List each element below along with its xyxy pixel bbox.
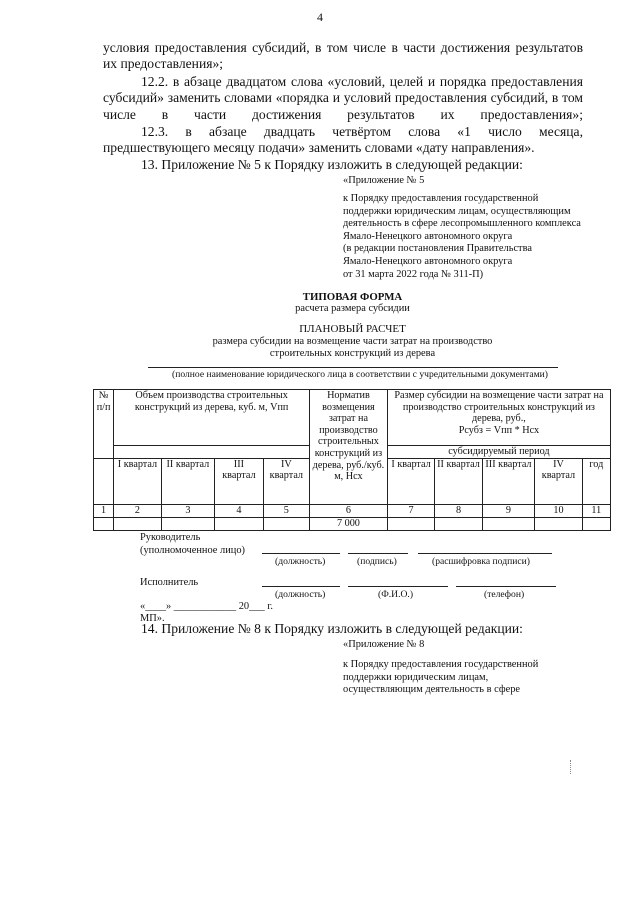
header-sub-q2: II квартал xyxy=(435,458,482,504)
header-volume: Объем производства строительных конструкций из дерева, куб. м, Vпп xyxy=(114,390,310,446)
header-formula: Рсубз = Vпп * Нсх xyxy=(458,424,540,436)
paragraph-12-3-line-1: 12.3. в абзаце двадцать четвёртом слова «1 число месяца, xyxy=(141,124,583,139)
header-sub-q3: III квартал xyxy=(482,458,535,504)
table-cell xyxy=(435,517,482,530)
header-sub-q4: IV квартал xyxy=(535,458,582,504)
table-cell xyxy=(114,517,161,530)
table-cell xyxy=(161,517,215,530)
table-cell xyxy=(582,517,610,530)
col-num-3: 3 xyxy=(161,504,215,517)
fullname-hint: (полное наименование юридического лица в соответствии с учредительными документами) xyxy=(172,369,548,380)
fullname-line xyxy=(148,367,558,368)
col-num-10: 10 xyxy=(535,504,582,517)
paragraph-13: 13. Приложение № 5 к Порядку изложить в следующей редакции: xyxy=(141,157,523,172)
paragraph-1-line-2: их предоставления»; xyxy=(103,56,224,71)
header-num: № п/п xyxy=(94,390,114,459)
col-num-8: 8 xyxy=(435,504,482,517)
header-period: субсидируемый период xyxy=(387,446,610,459)
col-num-7: 7 xyxy=(387,504,434,517)
appendix-5-caption: к Порядку предоставления государственной поддержки юридическим лицам, осуществляющим деятельность в сфере лесопромышленного комплекса Ямало-Ненецкого автономного округа (в редакции постановления Правительства Ямало-Ненецкого автономного округа от 31 марта 2022 года № 311-П) xyxy=(343,193,581,280)
head-sublabel: (уполномоченное лицо) xyxy=(140,545,245,556)
header-subsidy: Размер субсидии на возмещение части затрат на производство строительных конструкций из дерева, руб., Рсубз = Vпп * Нсх xyxy=(387,390,610,446)
col-num-9: 9 xyxy=(482,504,535,517)
table-cell xyxy=(535,517,582,530)
col-num-2: 2 xyxy=(114,504,161,517)
page-number: 4 xyxy=(317,10,323,24)
decode-caption: (расшифровка подписи) xyxy=(432,556,530,567)
header-volume-cont xyxy=(114,446,310,459)
phone-caption: (телефон) xyxy=(484,589,525,600)
position-line xyxy=(262,553,340,554)
scan-mark xyxy=(570,760,573,774)
table-cell xyxy=(94,517,114,530)
appendix-8-title: «Приложение № 8 xyxy=(343,639,425,650)
calc-title: ПЛАНОВЫЙ РАСЧЕТ xyxy=(299,323,406,335)
position-caption: (должность) xyxy=(275,556,326,567)
signature-caption: (подпись) xyxy=(357,556,397,567)
appendix-8-caption: к Порядку предоставления государственной поддержки юридическим лицам, осуществляющим деятельность в сфере xyxy=(343,659,539,696)
table-cell xyxy=(482,517,535,530)
header-q2: II квартал xyxy=(161,458,215,504)
executor-position-line xyxy=(262,586,340,587)
paragraph-14: 14. Приложение № 8 к Порядку изложить в следующей редакции: xyxy=(141,621,523,636)
col-num-4: 4 xyxy=(215,504,263,517)
paragraph-12-2: 12.2. в абзаце двадцатом слова «условий, целей и порядка предоставления субсидий» заменить словами «порядка и условий предоставления субсидий, в том числе в части достижения результатов их предоставления»; xyxy=(103,74,583,122)
decode-line xyxy=(418,553,552,554)
header-q1: I квартал xyxy=(114,458,161,504)
signature-line xyxy=(348,553,408,554)
executor-fio-line xyxy=(348,586,448,587)
calculation-table xyxy=(93,389,611,531)
col-num-11: 11 xyxy=(582,504,610,517)
calc-subtitle-2: строительных конструкций из дерева xyxy=(269,348,436,359)
date-line: «____» ____________ 20___ г. xyxy=(140,601,273,612)
norm-value-cell: 7 000 xyxy=(310,517,388,530)
table-cell xyxy=(215,517,263,530)
header-num-cont xyxy=(94,458,114,504)
header-q3: III квартал xyxy=(215,458,263,504)
table-cell xyxy=(263,517,309,530)
table-cell xyxy=(387,517,434,530)
head-label: Руководитель xyxy=(140,532,201,543)
paragraph-1-line-1: условия предоставления субсидий, в том числе в части достижения результатов xyxy=(103,40,583,55)
col-num-5: 5 xyxy=(263,504,309,517)
col-num-1: 1 xyxy=(94,504,114,517)
header-year: год xyxy=(582,458,610,504)
executor-label: Исполнитель xyxy=(140,577,199,588)
form-subtitle: расчета размера субсидии xyxy=(295,303,410,314)
appendix-5-title: «Приложение № 5 xyxy=(343,175,425,186)
calc-subtitle-1: размера субсидии на возмещение части затрат на производство xyxy=(212,336,493,347)
col-num-6: 6 xyxy=(310,504,388,517)
header-sub-q1: I квартал xyxy=(387,458,434,504)
header-q4: IV квартал xyxy=(263,458,309,504)
executor-position-caption: (должность) xyxy=(275,589,326,600)
fio-caption: (Ф.И.О.) xyxy=(378,589,414,600)
executor-phone-line xyxy=(456,586,556,587)
header-norm: Норматив возмещения затрат на производство строительных конструкций из дерева, руб./куб. м, Нсх xyxy=(310,390,388,505)
stamp-placeholder: МП». xyxy=(140,613,165,624)
paragraph-12-3-line-2: предшествующего месяцу подачи» заменить словами «дату направления». xyxy=(103,140,535,155)
form-title: ТИПОВАЯ ФОРМА xyxy=(302,291,403,303)
